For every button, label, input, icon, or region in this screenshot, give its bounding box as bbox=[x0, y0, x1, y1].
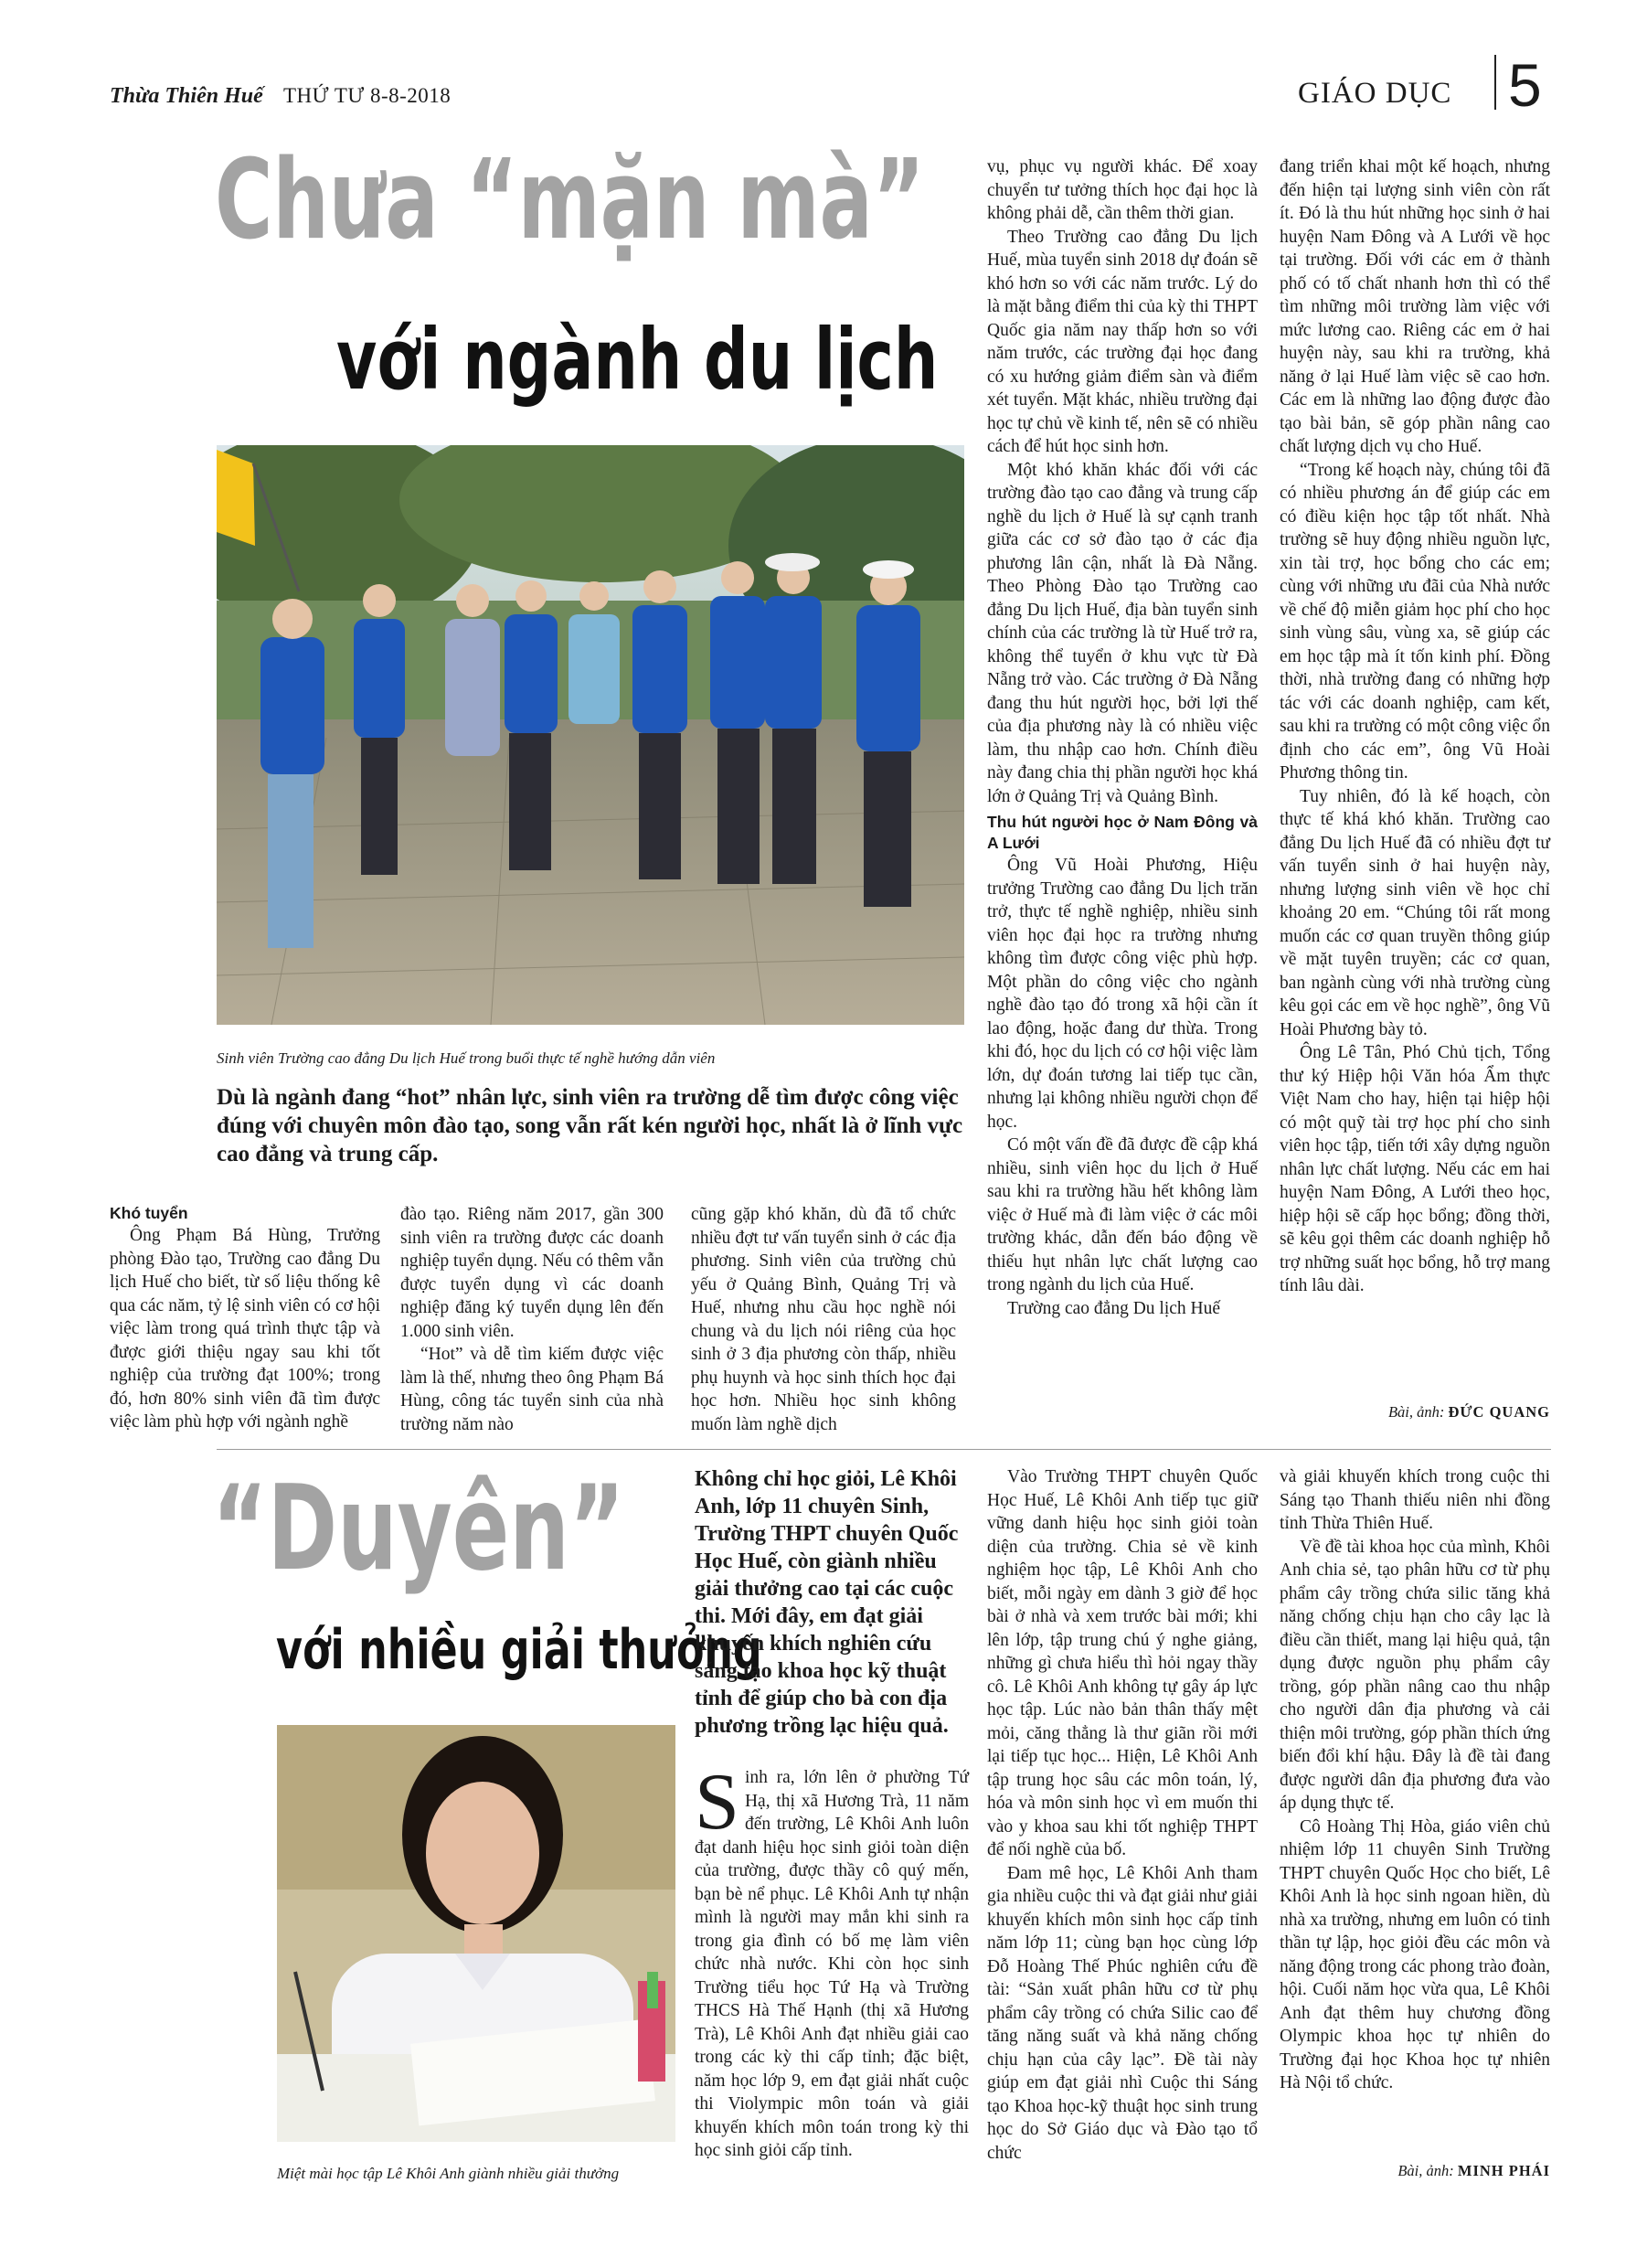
article1-column-c bbox=[691, 1203, 956, 1436]
paragraph: đào tạo. Riêng năm 2017, gần 300 sinh viên ra trường được các doanh nghiệp tuyển dụng. Nếu có thêm vẫn được tuyển dụng vì các doanh nghiệp đăng ký tuyển dụng lên đến 1.000 sinh viên. bbox=[400, 1205, 664, 1341]
article1-byline bbox=[1280, 1403, 1550, 1421]
article2-column-b bbox=[987, 1465, 1258, 2165]
byline-author: ĐỨC QUANG bbox=[1448, 1403, 1550, 1421]
article2-column-c bbox=[1280, 1465, 1550, 2095]
paragraph: vụ, phục vụ người khác. Để xoay chuyển tư tưởng thích học đại học là không phải dễ, cần thêm thời gian. bbox=[987, 157, 1258, 223]
paragraph: Ông Phạm Bá Hùng, Trưởng phòng Đào tạo, Trường cao đẳng Du lịch Huế cho biết, từ số liệu thống kê qua các năm, tỷ lệ sinh viên có cơ hội việc làm trong quá trình thực tập và được giới thiệu ngay sau khi tốt nghiệp của trường đạt 100%; trong đó, hơn 80% sinh viên đã tìm được việc làm phù hợp với ngành nghề bbox=[110, 1226, 380, 1432]
article2-byline bbox=[1280, 2162, 1550, 2180]
byline-prefix: Bài, ảnh: bbox=[1387, 1403, 1445, 1421]
header-divider bbox=[1494, 55, 1496, 110]
paragraph: Ông Vũ Hoài Phương, Hiệu trưởng Trường cao đẳng Du lịch trăn trở, thực tế nghề nghiệp, nhiều sinh viên học đại học ra trường nhưng không tìm được công việc phù hợp. Một phần do công việc cho ngành nghề đào tạo đó trong xã hội cần ít lao động, hoặc đang dư thừa. Trong khi đó, học du lịch có cơ hội việc làm lớn, dự đoán tương lai tiếp tục cần, nhưng lại không nhiều người chọn để học. bbox=[987, 856, 1258, 1132]
dropcap-letter: S bbox=[695, 1758, 739, 1847]
section-name: GIÁO DỤC bbox=[1298, 77, 1452, 110]
article1-column-a bbox=[110, 1203, 380, 1434]
paragraph: inh ra, lớn lên ở phường Tứ Hạ, thị xã Hương Trà, 11 năm đến trường, Lê Khôi Anh luôn đạt danh hiệu học sinh giỏi toàn diện của trường, được thầy cô quý mến, bạn bè nể phục. Lê Khôi Anh tự nhận mình là người may mắn khi sinh ra trong gia đình có bố mẹ làm viên chức nhà nước. Khi còn học sinh Trường tiểu học Tứ Hạ và Trường THCS Hà Thế Hạnh (thị xã Hương Trà), Lê Khôi Anh đạt nhiều giải cao trong các kỳ thi cấp tỉnh; đặc biệt, năm học lớp 9, em đạt giải nhất cuộc thi Violympic môn toán và giải khuyến khích môn toán trong kỳ thi học sinh giỏi cấp tỉnh. bbox=[695, 1768, 969, 2160]
article2-sapo: Không chỉ học giỏi, Lê Khôi Anh, lớp 11 chuyên Sinh, Trường THPT chuyên Quốc Học Huế, còn giành nhiều giải thưởng cao tại các cuộc thi. Mới đây, em đạt giải khuyến khích nghiên cứu sáng tạo khoa học kỹ thuật tỉnh để giúp cho bà con địa phương trồng lạc hiệu quả. bbox=[695, 1467, 959, 1738]
students-group-photo-icon bbox=[217, 445, 964, 1025]
paragraph: Vào Trường THPT chuyên Quốc Học Huế, Lê Khôi Anh tiếp tục giữ vững danh hiệu học sinh giỏi toàn diện của trường. Chia sẻ về kinh nghiệm học tập, Lê Khôi Anh cho biết, mỗi ngày em dành 3 giờ để học bài ở nhà và xem trước bài mới; khi lên lớp, tập trung chú ý nghe giảng, những gì chưa hiểu thì hỏi ngay thầy cô. Lê Khôi Anh không tự gây áp lực học tập. Lúc nào bản thân thấy mệt mỏi, căng thẳng là thư giãn rồi mới lại tiếp tục học... Hiện, Lê Khôi Anh tập trung học sâu các môn toán, lý, hóa và môn sinh học vì em muốn thi vào y khoa sau khi tốt nghiệp THPT để nối nghề của bố. bbox=[987, 1467, 1258, 1859]
article-separator bbox=[217, 1449, 1551, 1450]
page-number: 5 bbox=[1508, 51, 1542, 119]
article2-title-line2: với nhiều giải thưởng bbox=[276, 1618, 762, 1682]
student-studying-photo-icon bbox=[277, 1725, 675, 2142]
article1-title-line1: Chưa “mặn mà” bbox=[215, 137, 925, 264]
article1-subhead-nam-dong: Thu hút người học ở Nam Đông và A Lưới bbox=[987, 813, 1258, 852]
article1-column-e bbox=[1280, 155, 1550, 1298]
article2-title-line1: “Duyên” bbox=[212, 1461, 625, 1597]
paragraph: Trường cao đẳng Du lịch Huế bbox=[1007, 1298, 1221, 1318]
paragraph: “Hot” và dễ tìm kiếm được việc làm là thế, nhưng theo ông Phạm Bá Hùng, công tác tuyển sinh của nhà trường năm nào bbox=[400, 1345, 664, 1434]
paragraph: đang triển khai một kế hoạch, nhưng đến hiện tại lượng sinh viên còn rất ít. Đó là thu hút những học sinh ở hai huyện Nam Đông và A Lưới về học tại trường. Đối với các em ở thành phố có tố chất nhanh hơn thì có thể tìm những môi trường làm việc với mức lương cao. Riêng các em ở hai huyện này, sau khi ra trường, khả năng ở lại Huế làm việc sẽ cao hơn. Các em là những lao động được đào tạo bài bản, sẽ góp phần nâng cao chất lượng dịch vụ cho Huế. bbox=[1280, 157, 1550, 456]
article2-photo-caption: Miệt mài học tập Lê Khôi Anh giành nhiều giải thưởng bbox=[277, 2165, 620, 2182]
paragraph: Ông Lê Tân, Phó Chủ tịch, Tổng thư ký Hiệp hội Văn hóa Ẩm thực Việt Nam cho hay, hiện tại hiệp hội có một quỹ tài trợ học phí cho sinh viên học tập, tiến tới xây dựng nguồn nhân lực chất lượng. Nếu các em hai huyện Nam Đông, A Lưới theo học, hiệp hội sẽ cấp học bổng; đồng thời, sẽ kêu gọi thêm các doanh nghiệp hỗ trợ những suất học bổng, hỗ trợ mang tính lâu dài. bbox=[1280, 1043, 1550, 1295]
paragraph: Về đề tài khoa học của mình, Khôi Anh chia sẻ, tạo phân hữu cơ từ phụ phẩm cây trồng chứa silic tăng khả năng chống chịu hạn cho cây lạc là điều cần thiết, mang lại hiệu quả, tận dụng được nguồn phụ phẩm cây trồng, góp phần nâng cao thu nhập cho người dân địa phương và cải thiện môi trường, góp phần thích ứng biến đổi khí hậu. Đây là đề tài đang được người dân địa phương đưa vào áp dụng thực tế. bbox=[1280, 1537, 1550, 1813]
article1-photo-caption: Sinh viên Trường cao đẳng Du lịch Huế trong buổi thực tế nghề hướng dẫn viên bbox=[217, 1049, 716, 1067]
article1-column-b bbox=[400, 1203, 664, 1436]
article1-title-line2: với ngành du lịch bbox=[336, 311, 939, 409]
newspaper-name: Thừa Thiên Huế bbox=[110, 84, 263, 108]
article1-photo bbox=[217, 445, 964, 1025]
article1-column-d bbox=[987, 155, 1258, 1320]
byline-author: MINH PHÁI bbox=[1457, 2162, 1550, 2179]
paragraph: Một khó khăn khác đối với các trường đào tạo cao đẳng và trung cấp nghề du lịch ở Huế là sự cạnh tranh giữa các cơ sở đào tạo ở các địa phương lân cận, nhất là Đà Nẵng. Theo Phòng Đào tạo Trường cao đẳng Du lịch Huế, địa bàn tuyển sinh chính của các trường là từ Huế trở ra, không thể tuyển ở khu vực từ Đà Nẵng trở vào. Các trường ở Đà Nẵng đang thu hút người học, bởi lợi thế của địa phương này là có nhiều việc làm, thu nhập cao hơn. Chính điều này đang chia thị phần người học khá lớn ở Quảng Trị và Quảng Bình. bbox=[987, 460, 1258, 806]
paragraph: Tuy nhiên, đó là kế hoạch, còn thực tế khá khó khăn. Trường cao đẳng Du lịch Huế đã có nhiều đợt tư vấn tuyển sinh ở hai huyện này, nhưng lượng sinh viên về học chỉ khoảng 20 em. “Chúng tôi rất mong muốn các cơ quan truyền thông giúp về mặt tuyên truyền; các cơ quan, ban ngành cùng với nhà trường cùng kêu gọi các em về học nghề”, ông Vũ Hoài Phương bày tỏ. bbox=[1280, 786, 1550, 1039]
paragraph: Cô Hoàng Thị Hòa, giáo viên chủ nhiệm lớp 11 chuyên Sinh Trường THPT chuyên Quốc Học cho biết, Lê Khôi Anh là học sinh ngoan hiền, dù nhà xa trường, nhưng em luôn có tinh thần tự lập, học giỏi đều các môn và năng động trong các phong trào đoàn, hội. Cuối năm học vừa qua, Lê Khôi Anh đạt thêm huy chương đồng Olympic khoa học tự nhiên do Trường đại học Khoa học tự nhiên Hà Nội tổ chức. bbox=[1280, 1816, 1550, 2092]
article1-sapo: Dù là ngành đang “hot” nhân lực, sinh viên ra trường dễ tìm được công việc đúng với chuyên môn đào tạo, song vẫn rất kén người học, nhất là ở lĩnh vực cao đẳng và trung cấp. bbox=[217, 1085, 963, 1166]
paragraph: Theo Trường cao đẳng Du lịch Huế, mùa tuyển sinh 2018 dự đoán sẽ khó hơn so với các năm trước. Lý do là mặt bằng điểm thi của kỳ thi THPT Quốc gia năm nay thấp hơn so với năm trước, các trường đại học đang có xu hướng giảm điểm sàn và điểm xét tuyển. Mặt khác, nhiều trường đại học tự chủ về kinh tế, nên sẽ có nhiều cách để hút học sinh hơn. bbox=[987, 227, 1258, 456]
paragraph: và giải khuyến khích trong cuộc thi Sáng tạo Thanh thiếu niên nhi đồng tỉnh Thừa Thiên Huế. bbox=[1280, 1467, 1550, 1533]
issue-date: THỨ TƯ 8-8-2018 bbox=[283, 84, 452, 107]
paragraph: cũng gặp khó khăn, dù đã tổ chức nhiều đợt tư vấn tuyển sinh ở các địa phương. Sinh viên của trường chủ yếu ở Quảng Bình, Quảng Trị và Huế, nhưng nhu cầu học nghề nói chung và du lịch nói riêng của học sinh ở 3 địa phương còn thấp, nhiều phụ huynh và học sinh thích học đại học hơn. Nhiều học sinh không muốn làm nghề dịch bbox=[691, 1205, 956, 1434]
article2-photo bbox=[277, 1725, 675, 2142]
byline-prefix: Bài, ảnh: bbox=[1397, 2162, 1454, 2179]
paragraph: Có một vấn đề đã được đề cập khá nhiều, sinh viên học du lịch ở Huế sau khi ra trường hầu hết không làm việc ở Huế mà đi làm việc ở các môi trường khác, dẫn đến báo động về thiếu hụt nhân lực chất lượng cao trong ngành du lịch của Huế. bbox=[987, 1135, 1258, 1294]
article2-column-a bbox=[695, 1758, 969, 2163]
paragraph: “Trong kế hoạch này, chúng tôi đã có nhiều phương án để giúp các em có điều kiện học tập tốt nhất. Nhà trường sẽ huy động nhiều nguồn lực, xin tài trợ, học bổng cho các em; cùng với những ưu đãi của Nhà nước về chế độ miễn giảm học phí cho học sinh vùng sâu, vùng xa, sẽ giúp các em học tập mà ít tốn kinh phí. Đồng thời, nhà trường đang có những hợp tác với các doanh nghiệp, cam kết, sau khi ra trường có một công việc ổn định cho các em”, ông Vũ Hoài Phương thông tin. bbox=[1280, 460, 1550, 783]
article1-subhead-kho-tuyen: Khó tuyển bbox=[110, 1204, 188, 1222]
paragraph: Đam mê học, Lê Khôi Anh tham gia nhiều cuộc thi và đạt giải như giải khuyến khích môn sinh học cấp tỉnh năm lớp 11; cùng bạn học cùng lớp Đỗ Hoàng Thế Phúc nghiên cứu đề tài: “Sản xuất phân hữu cơ từ phụ phẩm cây trồng có chứa Silic cao để tăng năng suất và khả năng chống chịu hạn của cây lạc”. Đề tài này giúp em đạt giải nhì Cuộc thi Sáng tạo Khoa học-kỹ thuật học sinh trung học do Sở Giáo dục và Đào tạo tổ chức bbox=[987, 1863, 1258, 2163]
